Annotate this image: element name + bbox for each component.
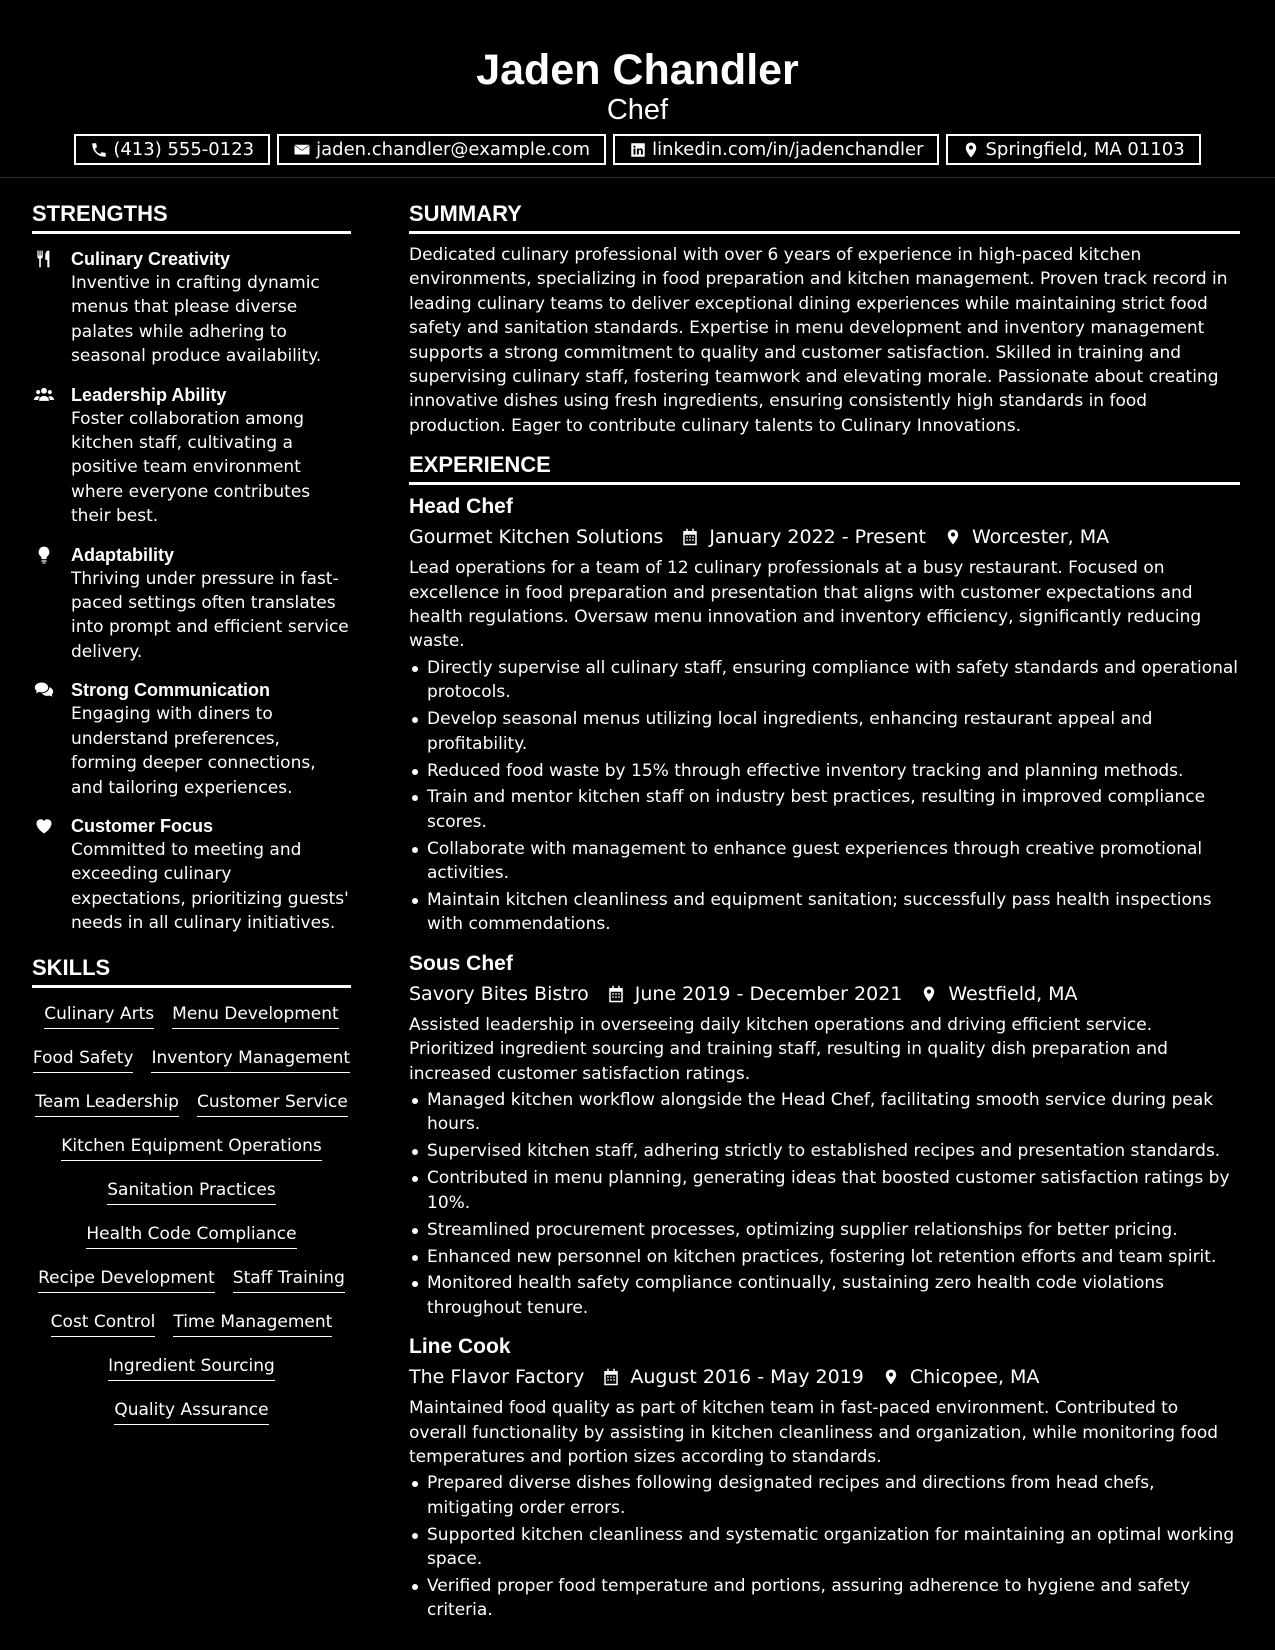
- contact-bar: [0, 134, 1275, 165]
- location-icon: [944, 528, 962, 546]
- job-meta: [409, 524, 1240, 550]
- job-title: Line Cook: [409, 1335, 511, 1359]
- contact-linkedin[interactable]: [613, 134, 939, 165]
- job-bullets: [409, 1471, 1240, 1622]
- strength-title: Culinary Creativity: [71, 249, 231, 269]
- skill-tag: Menu Development: [172, 1002, 339, 1029]
- list-item: Managed kitchen workflow alongside the Head Chef, facilitating smooth service during peak hours.: [409, 1088, 1240, 1137]
- list-item: Reduced food waste by 15% through effective inventory tracking and planning methods.: [409, 759, 1240, 783]
- job-description: Lead operations for a team of 12 culinary professionals at a busy restaurant. Focused on excellence in food preparation and presentation that aligns with customer expectations and health regulations. Oversaw menu innovation and inventory efficiency, significantly reducing waste.: [409, 558, 1202, 652]
- contact-email[interactable]: [277, 134, 606, 165]
- contact-linkedin-text: linkedin.com/in/jadenchandler: [652, 139, 924, 160]
- skill-tag: Quality Assurance: [114, 1398, 268, 1425]
- job-entry: [409, 1334, 1240, 1623]
- skill-tag: Recipe Development: [38, 1266, 215, 1293]
- job-meta: [409, 981, 1240, 1007]
- list-item: Collaborate with management to enhance guest experiences through creative promotional activities.: [409, 837, 1240, 886]
- list-item: Streamlined procurement processes, optimizing supplier relationships for better pricing.: [409, 1218, 1240, 1242]
- strength-desc: Thriving under pressure in fast-paced settings often translates into prompt and efficient service delivery.: [71, 568, 349, 662]
- job-location: Westfield, MA: [948, 982, 1078, 1005]
- contact-location-text: Springfield, MA 01103: [985, 139, 1185, 160]
- summary-heading: SUMMARY: [409, 200, 1240, 234]
- phone-icon: [90, 141, 108, 159]
- job-dates: January 2022 - Present: [709, 526, 926, 549]
- strength-desc: Foster collaboration among kitchen staff, cultivating a positive team environment where everyone contributes their best.: [71, 408, 311, 527]
- list-item: Supported kitchen cleanliness and systematic organization for maintaining an optimal working space.: [409, 1523, 1240, 1572]
- skill-tag: Health Code Compliance: [86, 1222, 296, 1249]
- email-icon: [293, 141, 311, 159]
- job-title: Head Chef: [409, 495, 513, 519]
- skill-tag: Cost Control: [51, 1310, 156, 1337]
- summary-text: Dedicated culinary professional with over 6 years of experience in high-paced kitchen environments, specializing in food preparation and kitchen management. Proven track record in leading culinary teams to deliver exceptional dining experiences while maintaining strict food safety and sanitation standards. Expertise in menu development and inventory management supports a strong commitment to quality and customer satisfaction. Skilled in training and supervising culinary staff, fostering teamwork and elevating morale. Passionate about creating innovative dishes using fresh ingredients, ensuring consistently high standards in food production. Eager to contribute culinary talents to Culinary Innovations.: [409, 245, 1228, 436]
- strength-item: [32, 383, 351, 529]
- skill-tag: Culinary Arts: [44, 1002, 154, 1029]
- list-item: Enhanced new personnel on kitchen practices, fostering lot retention efforts and team spirit.: [409, 1245, 1240, 1269]
- job-company: The Flavor Factory: [409, 1366, 585, 1389]
- lightbulb-icon: [34, 545, 54, 565]
- linkedin-icon: [629, 141, 647, 159]
- list-item: Prepared diverse dishes following designated recipes and directions from head chefs, mitigating order errors.: [409, 1471, 1240, 1520]
- skill-tag: Time Management: [173, 1310, 332, 1337]
- contact-location[interactable]: [946, 134, 1200, 165]
- skill-tag: Food Safety: [33, 1046, 134, 1073]
- strength-item: [32, 543, 351, 665]
- skills-heading: SKILLS: [32, 954, 351, 988]
- contact-phone-text: (413) 555-0123: [113, 139, 255, 160]
- skill-tag: Team Leadership: [35, 1090, 179, 1117]
- calendar-icon: [607, 985, 625, 1003]
- contact-email-text: jaden.chandler@example.com: [316, 139, 591, 160]
- strength-item: [32, 247, 351, 369]
- experience-heading: EXPERIENCE: [409, 451, 1240, 485]
- skill-tag: Staff Training: [233, 1266, 345, 1293]
- job-bullets: [409, 656, 1240, 937]
- list-item: Maintain kitchen cleanliness and equipment sanitation; successfully pass health inspections with commendations.: [409, 888, 1240, 937]
- job-location: Chicopee, MA: [909, 1366, 1040, 1389]
- strength-item: [32, 678, 351, 800]
- skill-tag: Sanitation Practices: [107, 1178, 276, 1205]
- location-icon: [962, 141, 980, 159]
- users-icon: [34, 385, 54, 405]
- job-meta: [409, 1364, 1240, 1390]
- strength-title: Adaptability: [71, 544, 175, 565]
- left-column: [32, 200, 351, 1425]
- candidate-name: Jaden Chandler: [476, 46, 799, 94]
- strengths-heading: STRENGTHS: [32, 200, 351, 234]
- skill-tag: Customer Service: [197, 1090, 348, 1117]
- job-bullets: [409, 1088, 1240, 1320]
- strength-item: [32, 814, 351, 936]
- location-icon: [882, 1368, 900, 1386]
- strength-desc: Committed to meeting and exceeding culinary expectations, prioritizing guests' needs in all culinary initiatives.: [71, 839, 349, 934]
- comments-icon: [34, 680, 54, 700]
- job-company: Gourmet Kitchen Solutions: [409, 526, 664, 549]
- skill-tag: Inventory Management: [151, 1046, 350, 1073]
- skills-list: [32, 1002, 351, 1425]
- job-location: Worcester, MA: [971, 526, 1110, 549]
- calendar-icon: [602, 1368, 620, 1386]
- list-item: Monitored health safety compliance continually, sustaining zero health code violations throughout tenure.: [409, 1271, 1240, 1320]
- strength-desc: Engaging with diners to understand preferences, forming deeper connections, and tailoring experiences.: [71, 704, 316, 798]
- job-entry: [409, 494, 1240, 937]
- candidate-title: Chef: [606, 94, 669, 126]
- list-item: Verified proper food temperature and portions, assuring adherence to hygiene and safety criteria.: [409, 1574, 1240, 1623]
- job-entry: [409, 951, 1240, 1320]
- strengths-list: [32, 247, 351, 936]
- strength-title: Leadership Ability: [71, 384, 227, 405]
- job-company: Savory Bites Bistro: [409, 982, 589, 1005]
- list-item: Directly supervise all culinary staff, ensuring compliance with safety standards and operational protocols.: [409, 656, 1240, 705]
- utensils-icon: [34, 249, 54, 269]
- contact-phone[interactable]: [74, 134, 270, 165]
- resume-header: [0, 0, 1275, 178]
- skill-tag: Kitchen Equipment Operations: [61, 1134, 321, 1161]
- skill-tag: Ingredient Sourcing: [108, 1354, 275, 1381]
- strength-title: Strong Communication: [71, 680, 270, 701]
- right-column: [409, 200, 1240, 1625]
- job-description: Maintained food quality as part of kitchen team in fast-paced environment. Contributed to overall functionality by assisting in kitchen cleanliness and organization, while monitoring food temperatures and portion sizes according to standards.: [409, 1398, 1219, 1468]
- job-title: Sous Chef: [409, 951, 513, 975]
- list-item: Supervised kitchen staff, adhering strictly to established recipes and presentation standards.: [409, 1139, 1240, 1163]
- job-description: Assisted leadership in overseeing daily kitchen operations and driving efficient service. Prioritized ingredient sourcing and training staff, resulting in quality dish preparation and increased customer satisfaction ratings.: [409, 1014, 1168, 1084]
- strength-title: Customer Focus: [71, 815, 214, 836]
- list-item: Contributed in menu planning, generating ideas that boosted customer satisfaction ratings by 10%.: [409, 1166, 1240, 1215]
- job-dates: August 2016 - May 2019: [630, 1366, 864, 1389]
- job-dates: June 2019 - December 2021: [634, 982, 903, 1005]
- strength-desc: Inventive in crafting dynamic menus that please diverse palates while adhering to seasonal produce availability.: [71, 273, 322, 367]
- location-icon: [920, 985, 938, 1003]
- list-item: Develop seasonal menus utilizing local ingredients, enhancing restaurant appeal and profitability.: [409, 707, 1240, 756]
- list-item: Train and mentor kitchen staff on industry best practices, resulting in improved compliance scores.: [409, 785, 1240, 834]
- heart-icon: [34, 816, 54, 836]
- calendar-icon: [681, 528, 699, 546]
